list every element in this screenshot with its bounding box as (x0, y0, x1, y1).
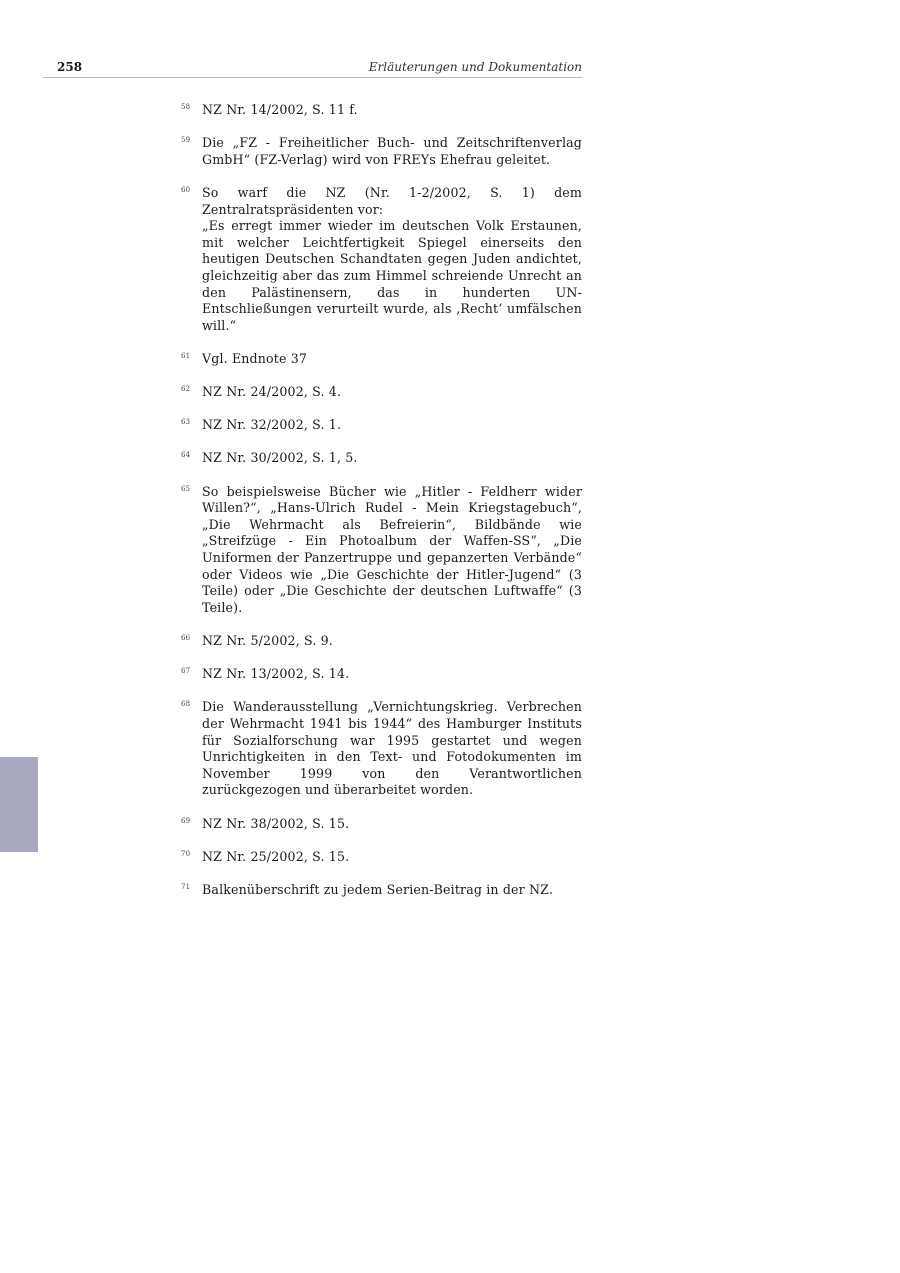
endnote (180, 417, 582, 434)
page-number: 258 (57, 60, 83, 74)
endnote (180, 882, 582, 899)
endnote-quote: „Es erregt immer wieder im deutschen Volk Erstaunen, mit welcher Leichtfertigkeit Spiegel einerseits den heutigen Deutschen Schandtaten gegen Juden andichtet, gleichzeitig aber das zum Himmel schreiende Unrecht an den Palästinensern, das in hunderten UN-Entschließungen verurteilt wurde, als ‚Recht‘ umfälschen will.“ (202, 218, 582, 333)
endnote-text: Die Wanderausstellung „Vernichtungskrieg. Verbrechen der Wehrmacht 1941 bis 1944“ des Hamburger Instituts für Sozialforschung war 1995 gestartet und wegen Unrichtigkeiten in den Text- und Fotodokumenten im November 1999 von den Verantwortlichen zurückgezogen und überarbeitet worden. (202, 699, 582, 798)
page-header (43, 59, 582, 78)
running-head: Erläuterungen und Dokumentation (368, 60, 582, 74)
endnote-number: 70 (181, 849, 191, 858)
endnote (180, 484, 582, 617)
endnote (180, 450, 582, 467)
endnote-text: NZ Nr. 13/2002, S. 14. (202, 666, 350, 682)
endnote (180, 849, 582, 866)
endnote (180, 135, 582, 168)
endnote-number: 67 (181, 667, 191, 676)
endnote-text: NZ Nr. 30/2002, S. 1, 5. (202, 450, 358, 466)
endnote-text: NZ Nr. 32/2002, S. 1. (202, 417, 342, 433)
endnote (180, 102, 582, 119)
endnote (180, 185, 582, 334)
endnote-number: 63 (181, 418, 191, 427)
chapter-tab-marker (0, 757, 38, 852)
endnote-text: So warf die NZ (Nr. 1-2/2002, S. 1) dem Zentralratspräsidenten vor: (202, 184, 582, 217)
endnote (180, 384, 582, 401)
endnote-text: Vgl. Endnote 37 (202, 350, 308, 366)
endnote-number: 62 (181, 385, 191, 394)
endnote-text: NZ Nr. 25/2002, S. 15. (202, 848, 350, 864)
endnote (180, 351, 582, 368)
endnote-text: NZ Nr. 38/2002, S. 15. (202, 815, 350, 831)
endnote-number: 60 (181, 185, 191, 194)
endnote-number: 61 (181, 351, 191, 360)
endnote-text: NZ Nr. 14/2002, S. 11 f. (202, 102, 358, 117)
endnote-text: NZ Nr. 24/2002, S. 4. (202, 384, 342, 400)
endnote-text: NZ Nr. 5/2002, S. 9. (202, 633, 333, 648)
endnote-number: 64 (181, 451, 191, 460)
endnote-number: 71 (181, 882, 191, 891)
endnote-text: Die „FZ - Freiheitlicher Buch- und Zeitschriftenverlag GmbH“ (FZ-Verlag) wird von FREYs Ehefrau geleitet. (202, 135, 582, 167)
endnote (180, 699, 582, 799)
endnote (180, 666, 582, 683)
endnote-number: 59 (181, 136, 191, 145)
endnote-number: 66 (181, 634, 191, 642)
endnote-number: 68 (181, 700, 191, 709)
endnote-text: So beispielsweise Bücher wie „Hitler - Feldherr wider Willen?“, „Hans-Ulrich Rudel - Mein Kriegstagebuch“, „Die Wehrmacht als Befreierin“, Bildbände wie „Streifzüge - Ein Photoalbum der Waffen-SS“, „Die Uniformen der Panzertruppe und gepanzerten Verbände“ oder Videos wie „Die Geschichte der Hitler-Jugend“ (3 Teile) oder „Die Geschichte der deutschen Luftwaffe“ (3 Teile). (202, 483, 582, 615)
endnote (180, 633, 582, 650)
endnote-number: 58 (181, 103, 191, 111)
endnote (180, 816, 582, 833)
endnote-text: Balkenüberschrift zu jedem Serien-Beitrag in der NZ. (202, 881, 553, 897)
endnotes-list (180, 102, 582, 915)
endnote-number: 69 (181, 816, 191, 825)
endnote-number: 65 (181, 484, 191, 493)
